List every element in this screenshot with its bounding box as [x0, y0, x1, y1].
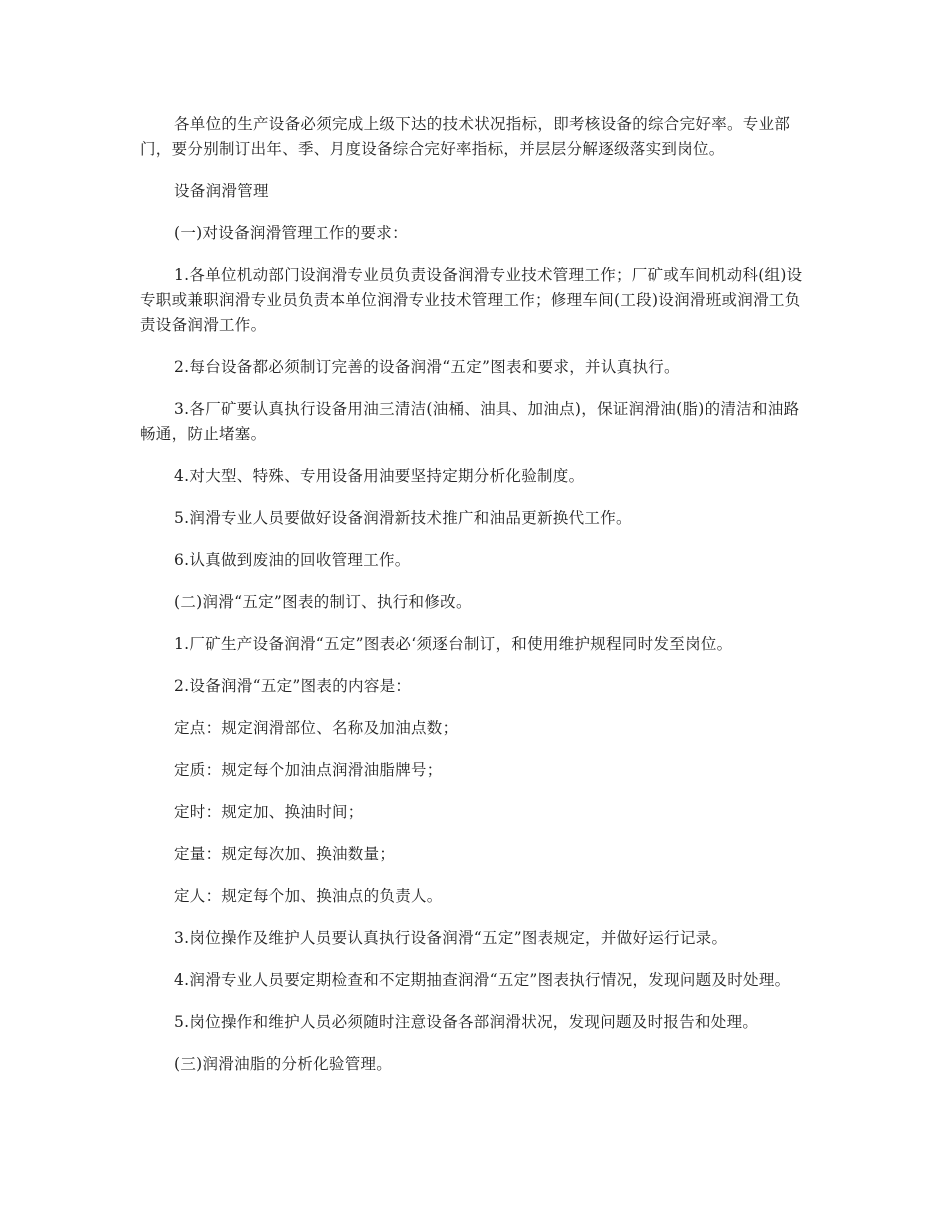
- section-2-item-2: 2.设备润滑“五定”图表的内容是：: [174, 677, 412, 695]
- definition-fixed-quality: 定质：规定每个加油点润滑油脂牌号；: [174, 761, 443, 779]
- section-2-item-1: 1.厂矿生产设备润滑“五定”图表必‘须逐台制订，和使用维护规程同时发至岗位。: [174, 635, 733, 653]
- section-1-item-4: 4.对大型、特殊、专用设备用油要坚持定期分析化验制度。: [174, 467, 585, 485]
- section-2-item-5: 5.岗位操作和维护人员必须随时注意设备各部润滑状况，发现问题及时报告和处理。: [174, 1013, 759, 1031]
- definition-fixed-quantity: 定量：规定每次加、换油数量；: [174, 845, 396, 863]
- section-1-item-5: 5.润滑专业人员要做好设备润滑新技术推广和油品更新换代工作。: [174, 509, 632, 527]
- definition-fixed-point: 定点：规定润滑部位、名称及加油点数；: [174, 719, 459, 737]
- document-page: [140, 112, 812, 1094]
- section-1-item-6: 6.认真做到废油的回收管理工作。: [174, 551, 411, 569]
- section-1-item-2: 2.每台设备都必须制订完善的设备润滑“五定”图表和要求，并认真执行。: [174, 358, 680, 376]
- definition-fixed-time: 定时：规定加、换油时间；: [174, 803, 364, 821]
- section-2-heading: (二)润滑“五定”图表的制订、执行和修改。: [174, 593, 472, 611]
- section-2-item-4: 4.润滑专业人员要定期检查和不定期抽查润滑“五定”图表执行情况，发现问题及时处理。: [174, 971, 791, 989]
- heading-lubrication-management: 设备润滑管理: [174, 182, 269, 200]
- paragraph-equipment-integrity: 各单位的生产设备必须完成上级下达的技术状况指标，即考核设备的综合完好率。专业部门，要分别制订出年、季、月度设备综合完好率指标，并层层分解逐级落实到岗位。: [140, 115, 791, 158]
- definition-fixed-person: 定人：规定每个加、换油点的负责人。: [174, 887, 443, 905]
- section-2-item-3: 3.岗位操作及维护人员要认真执行设备润滑“五定”图表规定，并做好运行记录。: [174, 929, 728, 947]
- section-1-item-1: 1.各单位机动部门设润滑专业员负责设备润滑专业技术管理工作；厂矿或车间机动科(组)设专职或兼职润滑专业员负责本单位润滑专业技术管理工作；修理车间(工段)设润滑班或润滑工负责设备润滑工作。: [140, 266, 803, 334]
- section-1-item-3: 3.各厂矿要认真执行设备用油三清洁(油桶、油具、加油点)，保证润滑油(脂)的清洁和油路畅通，防止堵塞。: [140, 400, 800, 443]
- section-1-heading: (一)对设备润滑管理工作的要求：: [174, 224, 408, 242]
- section-3-heading: (三)润滑油脂的分析化验管理。: [174, 1055, 393, 1073]
